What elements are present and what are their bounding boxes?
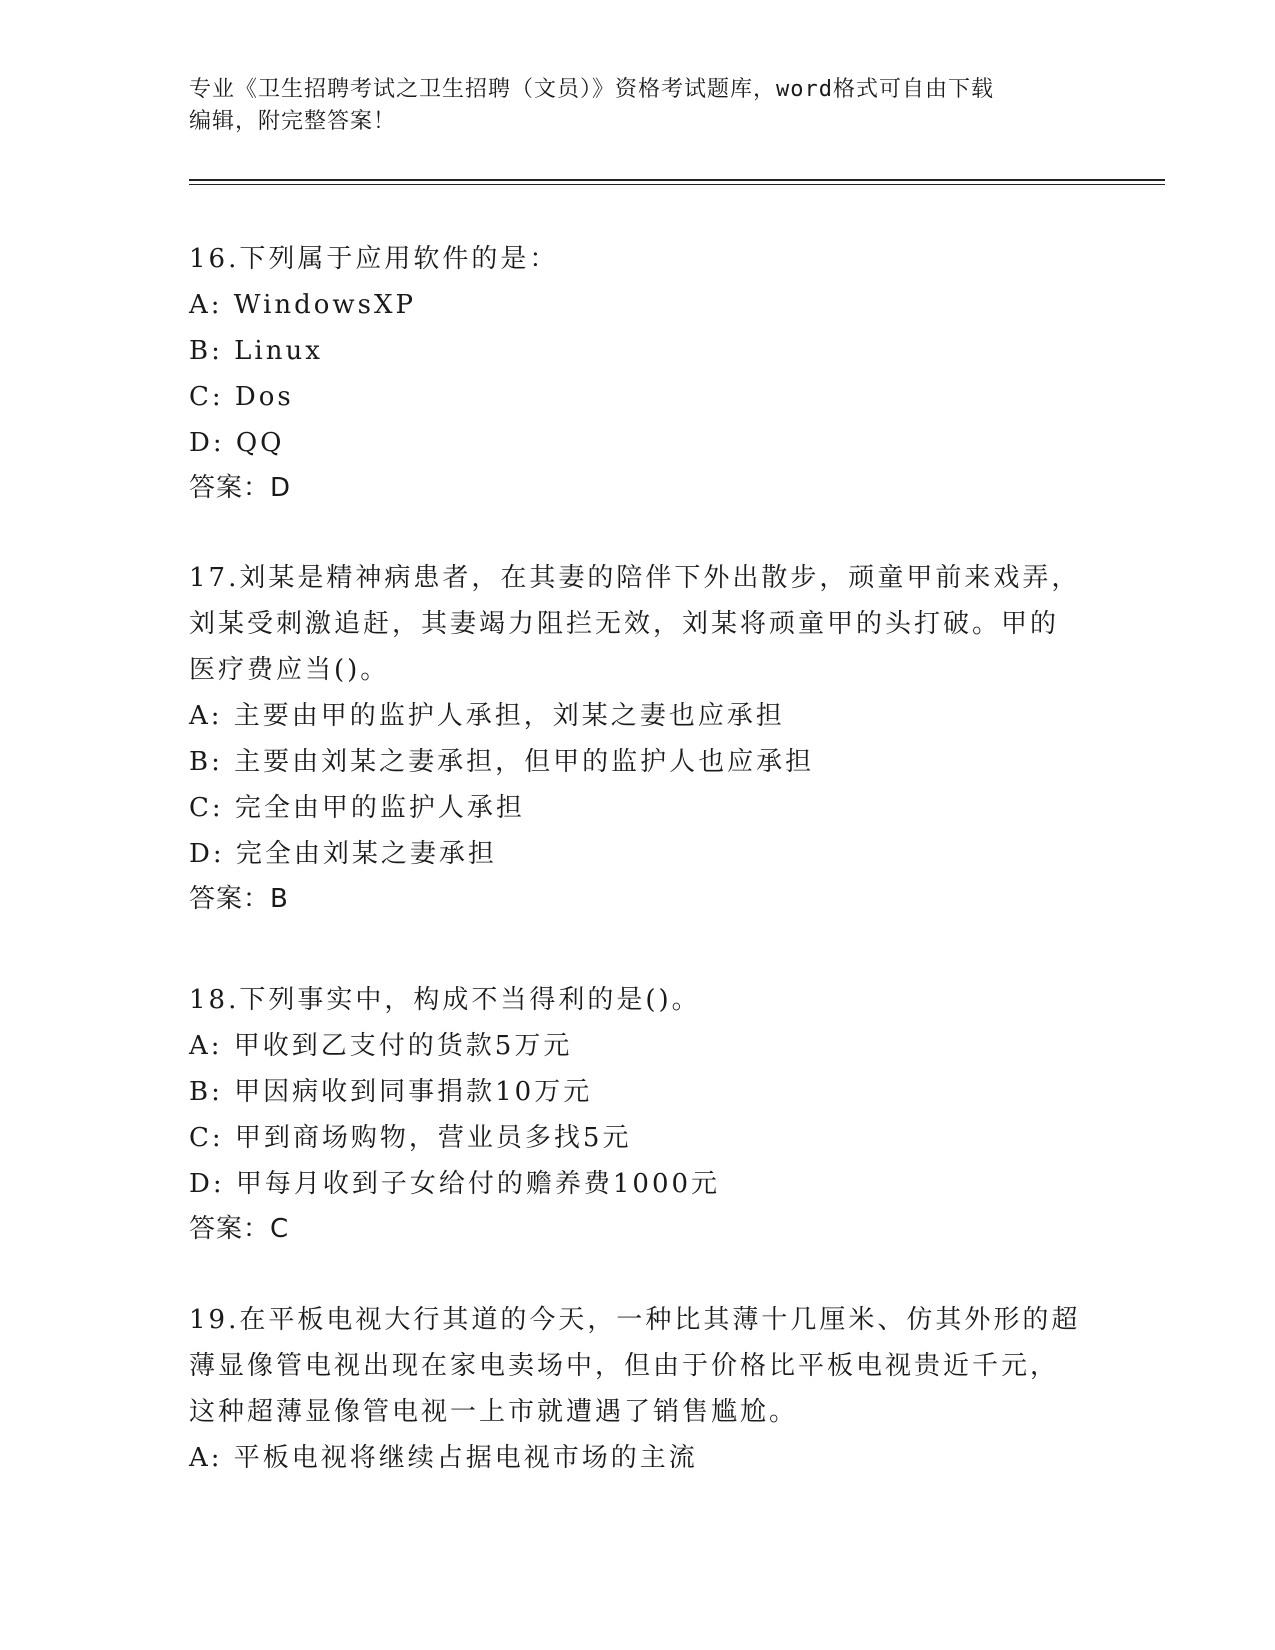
header-line-2: 编辑，附完整答案！ xyxy=(189,109,397,134)
option-c: C: 甲到商场购物，营业员多找5元 xyxy=(189,1123,632,1153)
question-stem: 17.刘某是精神病患者，在其妻的陪伴下外出散步，顽童甲前来戏弄， xyxy=(189,563,1081,593)
option-a: A: WindowsXP xyxy=(189,290,417,320)
question-16 xyxy=(189,236,1089,510)
option-b: B: 主要由刘某之妻承担，但甲的监护人也应承担 xyxy=(189,747,815,777)
question-19 xyxy=(189,1297,1089,1481)
question-stem: 19.在平板电视大行其道的今天，一种比其薄十几厘米、仿其外形的超 xyxy=(189,1305,1081,1335)
question-stem: 医疗费应当()。 xyxy=(189,655,390,685)
question-17 xyxy=(189,555,1089,921)
option-c: C: 完全由甲的监护人承担 xyxy=(189,793,525,823)
question-stem: 薄显像管电视出现在家电卖场中，但由于价格比平板电视贵近千元， xyxy=(189,1351,1060,1381)
header-divider-thin xyxy=(189,184,1165,185)
option-c: C: Dos xyxy=(189,382,294,412)
option-b: B: 甲因病收到同事捐款10万元 xyxy=(189,1077,593,1107)
question-stem: 这种超薄显像管电视一上市就遭遇了销售尴尬。 xyxy=(189,1397,799,1427)
header-divider-thick xyxy=(189,179,1165,181)
option-d: D: QQ xyxy=(189,428,285,458)
option-d: D: 完全由刘某之妻承担 xyxy=(189,839,497,869)
page-header xyxy=(189,74,1089,138)
question-18 xyxy=(189,977,1089,1251)
answer-key: 答案：B xyxy=(189,884,289,914)
option-a: A: 主要由甲的监护人承担，刘某之妻也应承担 xyxy=(189,701,785,731)
option-b: B: Linux xyxy=(189,336,323,366)
option-d: D: 甲每月收到子女给付的赡养费1000元 xyxy=(189,1169,721,1199)
answer-key: 答案：D xyxy=(189,473,292,503)
option-a: A: 平板电视将继续占据电视市场的主流 xyxy=(189,1443,698,1473)
answer-key: 答案：C xyxy=(189,1214,290,1244)
question-stem: 16.下列属于应用软件的是： xyxy=(189,244,559,274)
header-line-1: 专业《卫生招聘考试之卫生招聘（文员）》资格考试题库，word格式可自由下载 xyxy=(189,77,994,102)
option-a: A: 甲收到乙支付的货款5万元 xyxy=(189,1031,573,1061)
question-stem: 刘某受刺激追赶，其妻竭力阻拦无效，刘某将顽童甲的头打破。甲的 xyxy=(189,609,1060,639)
question-stem: 18.下列事实中，构成不当得利的是()。 xyxy=(189,985,701,1015)
